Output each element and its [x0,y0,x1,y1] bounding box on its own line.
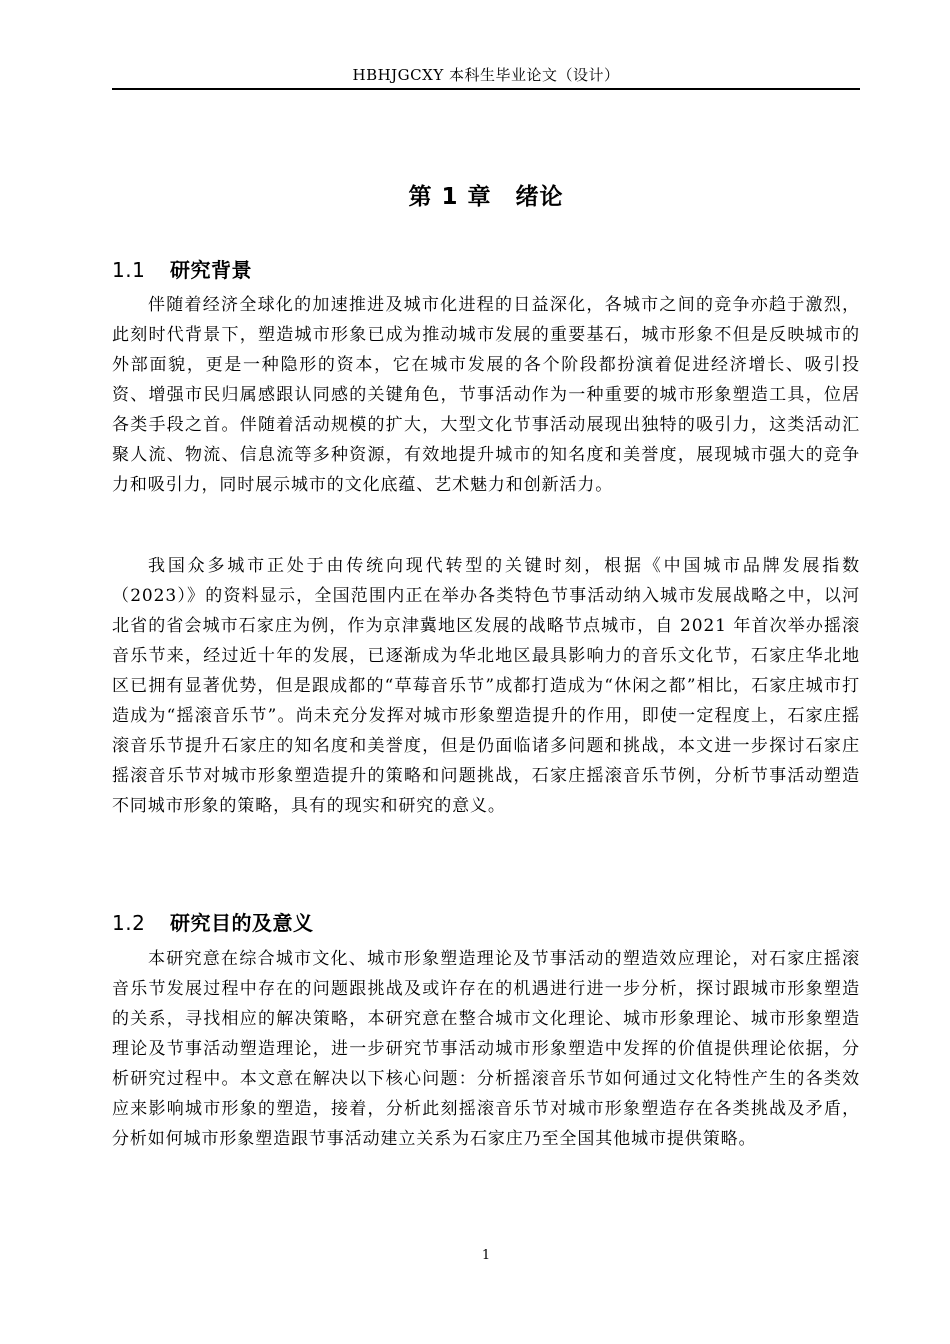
section-title: 研究背景 [170,258,252,282]
section-heading-research-purpose [112,907,314,936]
section-title: 研究目的及意义 [170,911,314,935]
body-paragraph: 伴随着经济全球化的加速推进及城市化进程的日益深化，各城市之间的竞争亦趋于激烈，此刻时代背景下，塑造城市形象已成为推动城市发展的重要基石，城市形象不但是反映城市的外部面貌，更是一种隐形的资本，它在城市发展的各个阶段都扮演着促进经济增长、吸引投资、增强市民归属感跟认同感的关键角色，节事活动作为一种重要的城市形象塑造工具，位居各类手段之首。伴随着活动规模的扩大，大型文化节事活动展现出独特的吸引力，这类活动汇聚人流、物流、信息流等多种资源，有效地提升城市的知名度和美誉度，展现城市强大的竞争力和吸引力，同时展示城市的文化底蕴、艺术魅力和创新活力。 [112,295,860,495]
section-heading-research-background [112,254,252,283]
section-number: 1.2 [112,911,146,935]
section-number: 1.1 [112,258,146,282]
body-paragraph: 本研究意在综合城市文化、城市形象塑造理论及节事活动的塑造效应理论，对石家庄摇滚音乐节发展过程中存在的问题跟挑战及或许存在的机遇进行进一步分析，探讨跟城市形象塑造的关系，寻找相应的解决策略，本研究意在整合城市文化理论、城市形象理论、城市形象塑造理论及节事活动塑造理论，进一步研究节事活动城市形象塑造中发挥的价值提供理论依据，分析研究过程中。本文意在解决以下核心问题：分析摇滚音乐节如何通过文化特性产生的各类效应来影响城市形象的塑造，接着，分析此刻摇滚音乐节对城市形象塑造存在各类挑战及矛盾，分析如何城市形象塑造跟节事活动建立关系为石家庄乃至全国其他城市提供策略。 [112,949,860,1149]
running-header: HBHJGCXY 本科生毕业论文（设计） [352,66,620,84]
chapter-number: 第 1 章 [408,184,492,210]
chapter-name: 绪论 [515,184,564,210]
page-number: 1 [481,1248,491,1263]
header-divider [112,88,860,90]
body-paragraph: 我国众多城市正处于由传统向现代转型的关键时刻，根据《中国城市品牌发展指数（2023）》的资料显示，全国范围内正在举办各类特色节事活动纳入城市发展战略之中，以河北省的省会城市石家庄为例，作为京津冀地区发展的战略节点城市，自 2021 年首次举办摇滚音乐节来，经过近十年的发展，已逐渐成为华北地区最具影响力的音乐文化节，石家庄华北地区已拥有显著优势，但是跟成都的“草莓音乐节”成都打造成为“休闲之都”相比，石家庄城市打造成为“摇滚音乐节”。尚未充分发挥对城市形象塑造提升的作用，即使一定程度上，石家庄摇滚音乐节提升石家庄的知名度和美誉度，但是仍面临诸多问题和挑战，本文进一步探讨石家庄摇滚音乐节对城市形象塑造提升的策略和问题挑战，石家庄摇滚音乐节例，分析节事活动塑造不同城市形象的策略，具有的现实和研究的意义。 [112,556,860,816]
chapter-title [112,178,860,211]
